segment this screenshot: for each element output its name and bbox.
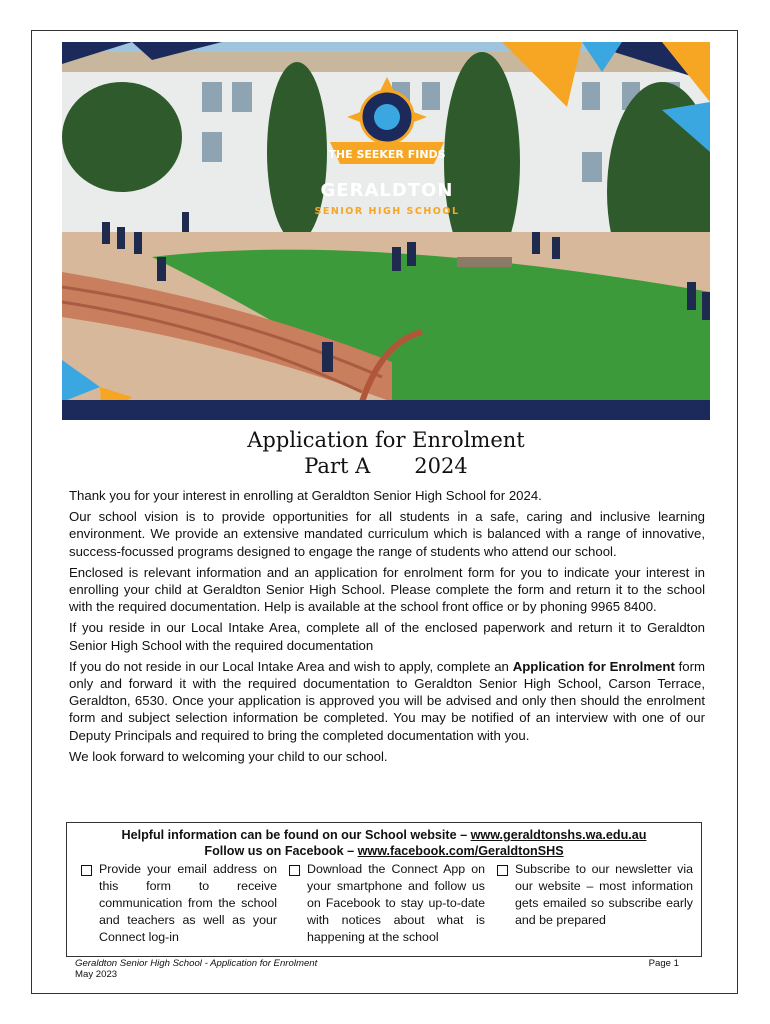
helpful-info-box: [66, 822, 702, 957]
website-link[interactable]: www.geraldtonshs.wa.edu.au: [470, 828, 647, 842]
info-item-newsletter-text: Subscribe to our newsletter via our website – most information gets emailed so subscribe early and be prepared: [515, 862, 693, 927]
document-title: Application for Enrolment: [247, 428, 525, 452]
paragraph-enclosed: Enclosed is relevant information and an application for enrolment form for you to indicate your interest in enrolling your child at Geraldton Senior High School. Please complete the form and return it to the school with the required documentation. Help is available at the school front office or by phoning 9965 8400.: [69, 564, 705, 615]
paragraph-welcome: We look forward to welcoming your child to our school.: [69, 748, 388, 764]
footer-date: May 2023: [75, 969, 118, 980]
website-line: [67, 827, 701, 843]
facebook-label: Follow us on Facebook –: [204, 844, 358, 858]
paragraph-vision: Our school vision is to provide opportunities for all students in a safe, caring and inclusive learning environment. We provide an extensive mandated curriculum which is balanced with a range of innovative, success-focussed programs designed to engage the range of students who attend our school.: [69, 509, 705, 559]
facebook-line: [67, 843, 701, 859]
info-item-connect: [289, 861, 485, 946]
page-footer: [75, 958, 679, 980]
paragraph-non-local: [69, 658, 705, 744]
paragraph-non-local-part1: If you do not reside in our Local Intake Area and wish to apply, complete an: [69, 658, 513, 674]
crest-school-name: GERALDTON: [320, 180, 454, 201]
checkbox-newsletter[interactable]: [497, 865, 508, 876]
document-subtitle: [62, 454, 710, 478]
facebook-link[interactable]: www.facebook.com/GeraldtonSHS: [357, 844, 564, 858]
website-label: Helpful information can be found on our School website –: [121, 828, 471, 842]
footer-page-number: Page 1: [648, 958, 679, 969]
info-item-email: [81, 861, 277, 946]
crest-motto: THE SEEKER FINDS: [328, 148, 446, 161]
footer-doc-name: Geraldton Senior High School - Application for Enrolment: [75, 958, 318, 969]
paragraph-local-intake: If you reside in our Local Intake Area, complete all of the enclosed paperwork and return it to Geraldton Senior High School with the required documentation: [69, 620, 705, 653]
info-item-connect-text: Download the Connect App on your smartphone and follow us on Facebook to stay up-to-date with notices about what is happening at the school: [307, 862, 485, 944]
part-label: Part A: [304, 454, 371, 478]
crest-school-subtitle: SENIOR HIGH SCHOOL: [314, 206, 460, 217]
year-label: 2024: [414, 454, 468, 478]
paragraph-thanks: Thank you for your interest in enrolling at Geraldton Senior High School for 2024.: [69, 488, 542, 503]
hero-photo: [62, 42, 710, 420]
intro-text: [69, 487, 705, 769]
paragraph-non-local-part2: form only and forward it with the required documentation to Geraldton Senior High School, Carson Terrace, Geraldton, 6530. Once your application is approved you will be advised and only then should the enrolment form and subject selection information be completed. You may be notified of an interview with one of our Deputy Principals and required to bring the completed documentation with you.: [69, 658, 705, 743]
checkbox-email[interactable]: [81, 865, 92, 876]
paragraph-non-local-bold: Application for Enrolment: [512, 658, 675, 674]
info-item-email-text: Provide your email address on this form to receive communication from the school and teachers as well as your Connect log-in: [99, 862, 277, 944]
checkbox-connect[interactable]: [289, 865, 300, 876]
info-item-newsletter: [497, 861, 693, 946]
